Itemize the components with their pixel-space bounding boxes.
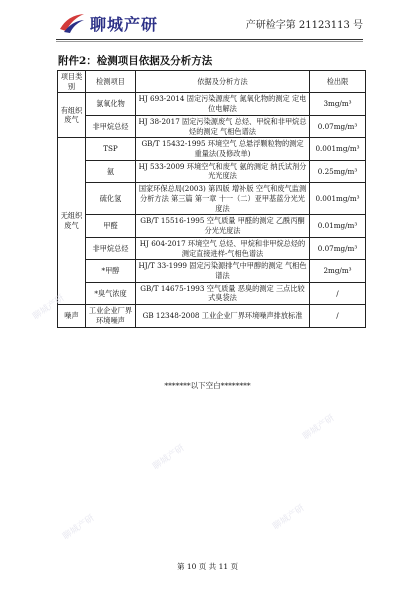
- watermark: 聊城产研: [301, 413, 337, 443]
- header-rule: [56, 39, 363, 40]
- limit-cell: /: [310, 305, 366, 327]
- watermark: 聊城产研: [31, 293, 67, 323]
- header-item: 检测项目: [86, 71, 136, 93]
- item-cell: 甲醛: [86, 215, 136, 237]
- method-cell: HJ 38-2017 固定污染源废气 总烃、甲烷和非甲烷总烃的测定 气相色谱法: [136, 115, 310, 137]
- company-name: 聊城产研: [90, 14, 159, 34]
- watermark: 聊城产研: [271, 503, 307, 533]
- table-row: [58, 115, 366, 137]
- table-row: [58, 305, 366, 327]
- limit-cell: 0.07mg/m³: [310, 237, 366, 259]
- item-cell: 氯氧化物: [86, 93, 136, 115]
- category-cell: 无组织废气: [58, 138, 86, 305]
- document-number: 产研检字第 21123113 号: [245, 20, 363, 31]
- limit-cell: 0.001mg/m³: [310, 138, 366, 160]
- item-cell: 氨: [86, 160, 136, 182]
- table-row: [58, 237, 366, 259]
- item-cell: TSP: [86, 138, 136, 160]
- method-cell: GB/T 15432-1995 环境空气 总悬浮颗粒物的测定 重量法(及修改单): [136, 138, 310, 160]
- limit-cell: 0.01mg/m³: [310, 215, 366, 237]
- methods-table: [57, 70, 366, 328]
- table-header-row: [58, 71, 366, 93]
- logo-swoosh-icon: [58, 11, 86, 35]
- limit-cell: 0.25mg/m³: [310, 160, 366, 182]
- item-cell: 非甲烷总烃: [86, 115, 136, 137]
- table-row: [58, 260, 366, 282]
- header-category: 项目类别: [58, 71, 86, 93]
- limit-cell: 0.07mg/m³: [310, 115, 366, 137]
- limit-cell: 3mg/m³: [310, 93, 366, 115]
- category-cell: 有组织废气: [58, 93, 86, 138]
- method-cell: HJ 533-2009 环境空气和废气 氨的测定 纳氏试剂分光光度法: [136, 160, 310, 182]
- method-cell: GB/T 15516-1995 空气质量 甲醛的测定 乙酰丙酮分光光度法: [136, 215, 310, 237]
- table-row: [58, 282, 366, 304]
- item-cell: 工业企业厂界环境噪声: [86, 305, 136, 327]
- attachment-title: 附件2：检测项目依据及分析方法: [58, 55, 213, 67]
- page-number: 第 10 页 共 11 页: [176, 562, 238, 571]
- header-method: 依据及分析方法: [136, 71, 310, 93]
- watermark: 聊城产研: [151, 443, 187, 473]
- method-cell: GB/T 14675-1993 空气质量 恶臭的测定 三点比较式臭袋法: [136, 282, 310, 304]
- method-cell: HJ 693-2014 固定污染源废气 氮氧化物的测定 定电位电解法: [136, 93, 310, 115]
- table-row: [58, 138, 366, 160]
- item-cell: 硫化氢: [86, 183, 136, 215]
- blank-below-note: *******以下空白********: [164, 381, 251, 390]
- method-cell: 国家环保总局(2003) 第四版 增补版 空气和废气监测分析方法 第三篇 第一章 十一（二）亚甲基蓝分光光度法: [136, 183, 310, 215]
- table-row: [58, 215, 366, 237]
- table-row: [58, 160, 366, 182]
- method-cell: HJ/T 33-1999 固定污染源排气中甲醇的测定 气相色谱法: [136, 260, 310, 282]
- item-cell: *甲醇: [86, 260, 136, 282]
- limit-cell: 2mg/m³: [310, 260, 366, 282]
- limit-cell: /: [310, 282, 366, 304]
- table-row: [58, 93, 366, 115]
- header-limit: 检出限: [310, 71, 366, 93]
- method-cell: HJ 604-2017 环境空气 总烃、甲烷和非甲烷总烃的测定直接进样-气相色谱法: [136, 237, 310, 259]
- limit-cell: 0.001mg/m³: [310, 183, 366, 215]
- company-logo: [58, 10, 158, 36]
- header-rule-thin: [56, 41, 363, 42]
- method-cell: GB 12348-2008 工业企业厂界环境噪声排放标准: [136, 305, 310, 327]
- category-cell: 噪声: [58, 305, 86, 327]
- watermark: 聊城产研: [61, 513, 97, 543]
- item-cell: *臭气浓度: [86, 282, 136, 304]
- table-row: [58, 183, 366, 215]
- item-cell: 非甲烷总烃: [86, 237, 136, 259]
